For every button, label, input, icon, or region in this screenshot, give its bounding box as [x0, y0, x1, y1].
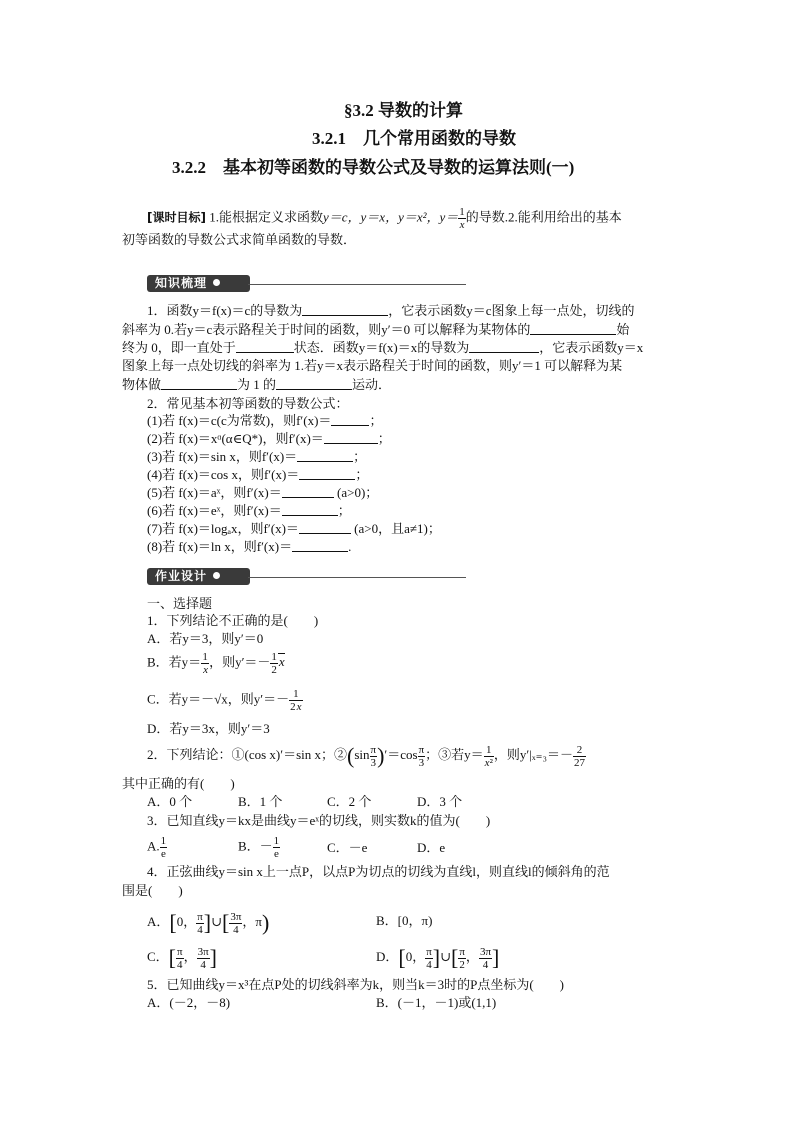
q3-option-a[interactable]: A. $\frac{1}{e}$ [147, 835, 167, 860]
blank[interactable] [236, 340, 294, 353]
blank[interactable] [331, 413, 369, 426]
blank[interactable] [297, 449, 353, 462]
question-3: 3．已知直线y＝kx是曲线y＝eˣ的切线，则实数k的值为( ) [147, 813, 491, 828]
q1-option-c[interactable]: C．若y＝－√x，则y′＝－ $\frac{1}{2x}$ [147, 688, 302, 713]
blank[interactable] [299, 521, 351, 534]
bullet-dot-icon [213, 279, 220, 286]
q1-option-a[interactable]: A．若y＝3，则y′＝0 [147, 631, 264, 646]
objective-label: [课时目标] [147, 210, 206, 225]
knowledge-rule [248, 284, 466, 285]
q5-option-b[interactable]: B．(－1，－1)或(1,1) [376, 995, 497, 1010]
blank[interactable] [292, 539, 348, 552]
q3-option-c[interactable]: C．－e [327, 840, 368, 855]
k1-line-5: 物体做 为 1 的 运动． [122, 377, 392, 392]
blank[interactable] [282, 485, 334, 498]
question-1: 1．下列结论不正确的是( ) [147, 613, 319, 628]
q4-option-d[interactable]: D．[0， $\frac{\pi}{4}$ ]∪[ $\frac{\pi}{2}$ ， $\frac{3\pi}{4}$ ] [376, 945, 500, 971]
subsection-title-2: 3.2.2 基本初等函数的导数公式及导数的运算法则(一) [172, 158, 575, 177]
blank[interactable] [299, 467, 355, 480]
subsection-title-1: 3.2.1 几个常用函数的导数 [312, 129, 516, 148]
blank[interactable] [161, 377, 237, 390]
q2-option-c[interactable]: C．2 个 [327, 794, 372, 809]
q1-option-b[interactable]: B．若y＝ $\frac{1}{x}$ ，则y′＝－ $\frac{1}{2}$ x [147, 651, 285, 676]
blank[interactable] [469, 340, 539, 353]
objective-line-1: [课时目标] 1.能根据定义求函数y＝c，y＝x，y＝x²，y＝ $\frac{1}{x}$ 的导数.2.能利用给出的基本 [147, 206, 622, 231]
blank[interactable] [282, 503, 338, 516]
knowledge-badge: 知识梳理 [147, 275, 250, 292]
k1-line-3: 终为 0，即一直处于 状态．函数y＝f(x)＝x的导数为 ，它表示函数y＝x [122, 340, 644, 355]
blank[interactable] [302, 303, 388, 316]
homework-badge: 作业设计 [147, 568, 250, 585]
k1-line-4: 图象上每一点处切线的斜率为 1.若y＝x表示路程关于时间的函数，则y′＝1 可以解释为某 [122, 358, 623, 373]
formula-item: (3)若 f(x)＝sin x，则f′(x)＝ ； [147, 449, 367, 464]
part-heading: 一、选择题 [147, 596, 213, 611]
formula-item: (4)若 f(x)＝cos x，则f′(x)＝ ； [147, 467, 369, 482]
k2-head: 2．常见基本初等函数的导数公式： [147, 396, 349, 411]
question-4: 4．正弦曲线y＝sin x上一点P，以点P为切点的切线为直线l，则直线l的倾斜角的范 [147, 864, 610, 879]
q4-option-b[interactable]: B．[0，π) [376, 913, 433, 928]
blank[interactable] [530, 322, 616, 335]
homework-rule [248, 577, 466, 578]
q3-option-b[interactable]: B．－ $\frac{1}{e}$ [238, 835, 280, 860]
formula-item: (1)若 f(x)＝c(c为常数)，则f′(x)＝ ； [147, 413, 383, 428]
q4-option-a[interactable]: A．[0， $\frac{\pi}{4}$ ]∪[ $\frac{3\pi}{4}$ ，π) [147, 910, 270, 936]
objective-line-2: 初等函数的导数公式求简单函数的导数． [122, 232, 357, 247]
formula-item: (8)若 f(x)＝ln x，则f′(x)＝ . [147, 539, 352, 554]
question-2: 2．下列结论：①(cos x)′＝sin x；②(sin $\frac{\pi}{3}$ )′＝cos $\frac{\pi}{3}$ ；③若y＝ $\frac{1}{\text{x²}}$ ，则y′|ₓ₌₃＝－ $\frac{2}{27}$ [147, 743, 585, 769]
q2-option-d[interactable]: D．3 个 [417, 794, 463, 809]
formula-item: (5)若 f(x)＝aˣ，则f′(x)＝ (a>0)； [147, 485, 379, 500]
question-5: 5．已知曲线y＝x³在点P处的切线斜率为k，则当k＝3时的P点坐标为( ) [147, 977, 565, 992]
k1-line-1: 1．函数y＝f(x)＝c的导数为 ，它表示函数y＝c图象上每一点处，切线的 [147, 303, 635, 318]
blank[interactable] [276, 377, 352, 390]
fraction-1-over-x: $\frac{1}{x}$ [459, 206, 465, 231]
q4-option-c[interactable]: C．[ $\frac{\pi}{4}$ ， $\frac{3\pi}{4}$ ] [147, 945, 217, 971]
k1-line-2: 斜率为 0.若y＝c表示路程关于时间的函数，则y′＝0 可以解释为某物体的 始 [122, 322, 630, 337]
bullet-dot-icon [213, 572, 220, 579]
section-title: §3.2 导数的计算 [344, 101, 463, 120]
formula-item: (6)若 f(x)＝eˣ，则f′(x)＝ ； [147, 503, 351, 518]
blank[interactable] [324, 431, 378, 444]
question-4-tail: 围是( ) [122, 883, 183, 898]
formula-item: (7)若 f(x)＝logₐx，则f′(x)＝ (a>0，且a≠1)； [147, 521, 441, 536]
q2-option-b[interactable]: B．1 个 [238, 794, 283, 809]
q1-option-d[interactable]: D．若y＝3x，则y′＝3 [147, 721, 270, 736]
formula-item: (2)若 f(x)＝xᵅ(α∈Q*)，则f′(x)＝ ； [147, 431, 391, 446]
q2-option-a[interactable]: A．0 个 [147, 794, 193, 809]
q5-option-a[interactable]: A．(－2，－8) [147, 995, 231, 1010]
question-2-tail: 其中正确的有( ) [122, 776, 235, 791]
q3-option-d[interactable]: D．e [417, 840, 446, 855]
